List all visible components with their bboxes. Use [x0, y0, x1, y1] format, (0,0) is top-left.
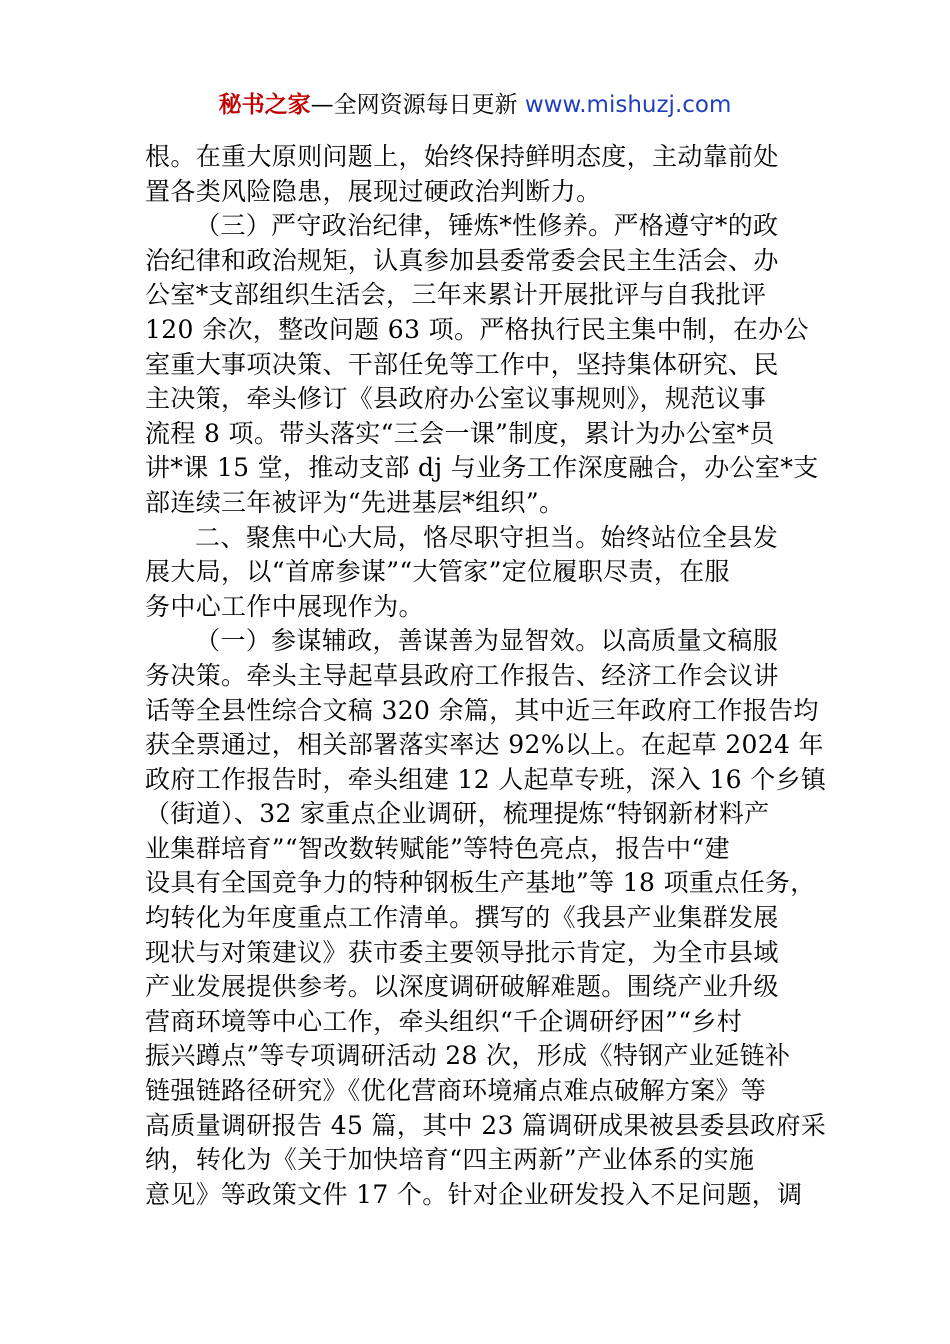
text-line: 话等全县性综合文稿 320 余篇，其中近三年政府工作报告均: [145, 695, 819, 725]
text-line: 业集群培育”“智改数转赋能”等特色亮点，报告中“建: [145, 833, 730, 863]
text-line: 振兴蹲点”等专项调研活动 28 次，形成《特钢产业延链补: [145, 1041, 791, 1071]
text-line: （一）参谋辅政，善谋善为显智效。以高质量文稿服: [195, 626, 779, 656]
text-line: 获全票通过，相关部署落实率达 92%以上。在起草 2024 年: [145, 730, 824, 760]
header-tagline: —全网资源每日更新: [310, 92, 525, 118]
text-line: 现状与对策建议》获市委主要领导批示肯定，为全市县域: [145, 937, 779, 967]
text-line: 营商环境等中心工作，牵头组织“千企调研纾困”“乡村: [145, 1006, 743, 1036]
text-line: 务中心工作中展现作为。: [145, 591, 424, 621]
text-line: 120 余次，整改问题 63 项。严格执行民主集中制，在办公: [145, 314, 809, 344]
text-line: 均转化为年度重点工作清单。撰写的《我县产业集群发展: [145, 903, 779, 933]
text-line: （三）严守政治纪律，锤炼*性修养。严格遵守*的政: [195, 211, 779, 241]
brand-name: 秘书之家: [218, 92, 311, 118]
text-line: 室重大事项决策、干部任免等工作中，坚持集体研究、民: [145, 349, 779, 379]
text-line: 部连续三年被评为“先进基层*组织”。: [145, 487, 565, 517]
text-line: 政府工作报告时，牵头组建 12 人起草专班，深入 16 个乡镇: [145, 764, 827, 794]
text-line: 主决策，牵头修订《县政府办公室议事规则》，规范议事: [145, 384, 767, 414]
text-line: 二、聚焦中心大局，恪尽职守担当。始终站位全县发: [195, 522, 779, 552]
text-line: 高质量调研报告 45 篇，其中 23 篇调研成果被县委县政府采: [145, 1110, 827, 1140]
document-body: [145, 140, 835, 1212]
text-line: 讲*课 15 堂，推动支部 dj 与业务工作深度融合，办公室*支: [145, 453, 819, 483]
text-line: 公室*支部组织生活会，三年来累计开展批评与自我批评: [145, 280, 767, 310]
text-line: 链强链路径研究》《优化营商环境痛点难点破解方案》等: [145, 1076, 767, 1106]
text-line: 产业发展提供参考。以深度调研破解难题。围绕产业升级: [145, 972, 779, 1002]
text-line: 治纪律和政治规矩，认真参加县委常委会民主生活会、办: [145, 245, 779, 275]
text-line: （街道）、32 家重点企业调研，梳理提炼“特钢新材料产: [145, 799, 770, 829]
text-line: 意见》等政策文件 17 个。针对企业研发投入不足问题，调: [145, 1179, 803, 1209]
text-line: 纳，转化为《关于加快培育“四主两新”产业体系的实施: [145, 1145, 755, 1175]
text-line: 流程 8 项。带头落实“三会一课”制度，累计为办公室*员: [145, 418, 775, 448]
text-line: 根。在重大原则问题上，始终保持鲜明态度，主动靠前处: [145, 142, 779, 171]
site-header: [0, 86, 950, 124]
site-url-link[interactable]: www.mishuzj.com: [524, 92, 732, 118]
text-line: 展大局，以“首席参谋”“大管家”定位履职尽责，在服: [145, 557, 730, 587]
text-line: 设具有全国竞争力的特种钢板生产基地”等 18 项重点任务，: [145, 868, 816, 898]
text-line: 务决策。牵头主导起草县政府工作报告、经济工作会议讲: [145, 660, 779, 690]
text-line: 置各类风险隐患，展现过硬政治判断力。: [145, 176, 602, 206]
